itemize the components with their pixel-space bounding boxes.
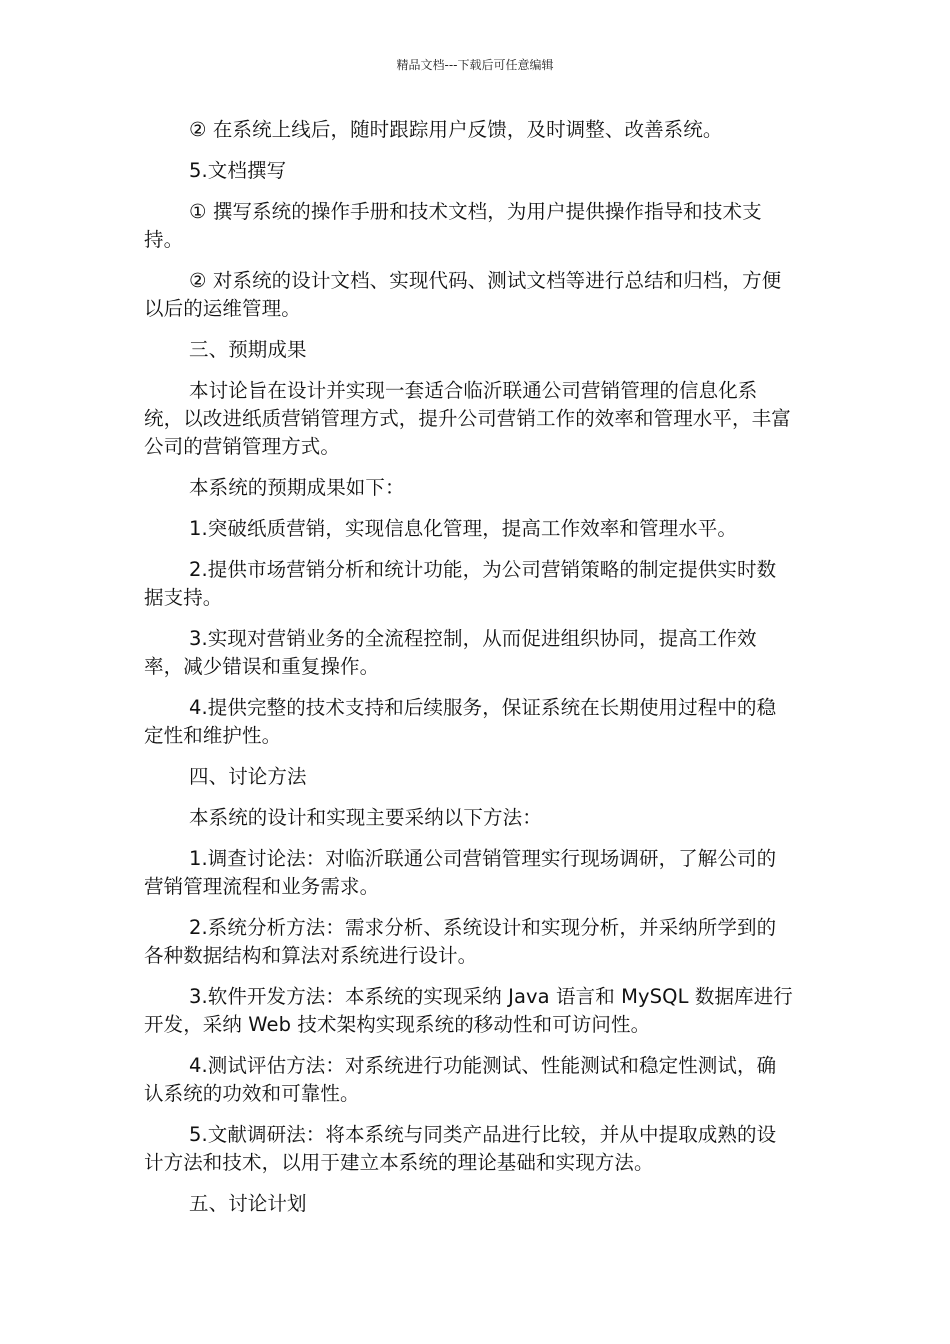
section-subheading: 5.文档撰写 [189, 159, 287, 182]
paragraph: ① 撰写系统的操作手册和技术文档，为用户提供操作指导和技术支持。 [144, 200, 762, 251]
document-body [144, 116, 794, 1231]
list-item: 5.文献调研法：将本系统与同类产品进行比较，并从中提取成熟的设计方法和技术，以用于建立本系统的理论基础和实现方法。 [144, 1123, 777, 1174]
paragraph: ② 在系统上线后，随时跟踪用户反馈，及时调整、改善系统。 [189, 118, 723, 141]
paragraph: 本系统的设计和实现主要采纳以下方法： [189, 806, 542, 829]
section-heading: 四、讨论方法 [189, 765, 307, 788]
paragraph: ② 对系统的设计文档、实现代码、测试文档等进行总结和归档，方便以后的运维管理。 [144, 269, 782, 320]
list-item: 2.提供市场营销分析和统计功能，为公司营销策略的制定提供实时数据支持。 [144, 558, 777, 609]
list-item: 1.突破纸质营销，实现信息化管理，提高工作效率和管理水平。 [189, 517, 738, 540]
page-header: 精品文档---下载后可任意编辑 [396, 58, 554, 72]
section-heading: 五、讨论计划 [189, 1192, 307, 1215]
paragraph: 本讨论旨在设计并实现一套适合临沂联通公司营销管理的信息化系统，以改进纸质营销管理方式，提升公司营销工作的效率和管理水平，丰富公司的营销管理方式。 [144, 379, 791, 458]
list-item: 3.实现对营销业务的全流程控制，从而促进组织协同，提高工作效率，减少错误和重复操作。 [144, 627, 757, 678]
list-item: 4.提供完整的技术支持和后续服务，保证系统在长期使用过程中的稳定性和维护性。 [144, 696, 777, 747]
list-item: 2.系统分析方法：需求分析、系统设计和实现分析，并采纳所学到的各种数据结构和算法对系统进行设计。 [144, 916, 777, 967]
paragraph: 本系统的预期成果如下： [189, 476, 405, 499]
section-heading: 三、预期成果 [189, 338, 307, 361]
list-item: 4.测试评估方法：对系统进行功能测试、性能测试和稳定性测试，确认系统的功效和可靠性。 [144, 1054, 777, 1105]
list-item: 3.软件开发方法：本系统的实现采纳 Java 语言和 MySQL 数据库进行开发，采纳 Web 技术架构实现系统的移动性和可访问性。 [144, 985, 793, 1036]
list-item: 1.调查讨论法：对临沂联通公司营销管理实行现场调研，了解公司的营销管理流程和业务需求。 [144, 847, 777, 898]
